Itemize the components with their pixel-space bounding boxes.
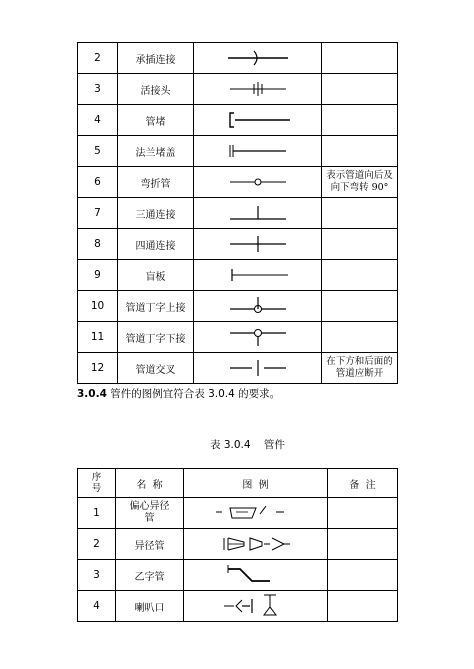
reducer-icon bbox=[184, 529, 328, 560]
row-number: 7 bbox=[78, 198, 118, 229]
table-row bbox=[78, 498, 398, 529]
pipe-crossing-icon bbox=[194, 353, 322, 384]
bell-mouth-icon bbox=[184, 591, 328, 622]
row-name: 乙字管 bbox=[116, 560, 184, 591]
header-legend: 图 例 bbox=[184, 469, 328, 498]
row-number: 3 bbox=[78, 560, 116, 591]
tee-joint-icon bbox=[194, 198, 322, 229]
socket-joint-icon bbox=[194, 43, 322, 74]
table-row bbox=[78, 74, 398, 105]
note-line: 向下弯转 90° bbox=[330, 182, 389, 193]
table-row bbox=[78, 529, 398, 560]
row-note bbox=[322, 43, 398, 74]
row-name: 四通连接 bbox=[118, 229, 194, 260]
row-name: 喇叭口 bbox=[116, 591, 184, 622]
table-row bbox=[78, 291, 398, 322]
tee-up-icon bbox=[194, 291, 322, 322]
row-name: 管堵 bbox=[118, 105, 194, 136]
row-note bbox=[322, 353, 398, 384]
row-note bbox=[322, 136, 398, 167]
row-name: 偏心异径 管 bbox=[116, 498, 184, 529]
row-note bbox=[322, 229, 398, 260]
row-name: 弯折管 bbox=[118, 167, 194, 198]
row-number: 11 bbox=[78, 322, 118, 353]
header-name: 名 称 bbox=[116, 469, 184, 498]
caption-title: 管件 bbox=[250, 439, 285, 451]
table-row bbox=[78, 591, 398, 622]
caption-number: 3.0.4 bbox=[223, 439, 251, 451]
table-row bbox=[78, 560, 398, 591]
pipe-plug-icon bbox=[194, 105, 322, 136]
bent-pipe-icon bbox=[194, 167, 322, 198]
pipe-fittings-table bbox=[77, 468, 398, 622]
flange-blind-cover-icon bbox=[194, 136, 322, 167]
header-remark: 备 注 bbox=[328, 469, 398, 498]
row-number: 4 bbox=[78, 105, 118, 136]
row-name: 管道丁字上接 bbox=[118, 291, 194, 322]
row-number: 4 bbox=[78, 591, 116, 622]
table-row bbox=[78, 136, 398, 167]
caption-prefix: 表 bbox=[210, 439, 224, 451]
paragraph-text: 的要求。 bbox=[234, 388, 281, 400]
row-number: 3 bbox=[78, 74, 118, 105]
table-caption bbox=[210, 437, 285, 452]
union-icon bbox=[194, 74, 322, 105]
pipe-connection-table bbox=[77, 42, 398, 384]
blind-plate-icon bbox=[194, 260, 322, 291]
row-name: 管道交叉 bbox=[118, 353, 194, 384]
eccentric-reducer-icon bbox=[184, 498, 328, 529]
row-name: 法兰堵盖 bbox=[118, 136, 194, 167]
section-number: 3.0.4 bbox=[77, 388, 107, 400]
row-note bbox=[322, 291, 398, 322]
paragraph-text: 管件的图例宜符合表 bbox=[106, 388, 209, 400]
table-reference: 3.0.4 bbox=[208, 388, 235, 400]
note-line: 表示管道向后及 bbox=[326, 170, 393, 181]
row-note bbox=[322, 322, 398, 353]
section-paragraph bbox=[77, 386, 280, 401]
row-number: 1 bbox=[78, 498, 116, 529]
row-number: 12 bbox=[78, 353, 118, 384]
table-row bbox=[78, 229, 398, 260]
row-number: 5 bbox=[78, 136, 118, 167]
table-row bbox=[78, 198, 398, 229]
row-note bbox=[322, 198, 398, 229]
cross-joint-icon bbox=[194, 229, 322, 260]
row-remark bbox=[328, 498, 398, 529]
row-remark bbox=[328, 560, 398, 591]
row-name: 活接头 bbox=[118, 74, 194, 105]
row-number: 8 bbox=[78, 229, 118, 260]
row-remark bbox=[328, 591, 398, 622]
row-note bbox=[322, 260, 398, 291]
table-row bbox=[78, 167, 398, 198]
row-note bbox=[322, 167, 398, 198]
note-line: 在下方和后面的 bbox=[326, 356, 393, 367]
row-note bbox=[322, 74, 398, 105]
row-number: 10 bbox=[78, 291, 118, 322]
row-name: 盲板 bbox=[118, 260, 194, 291]
row-number: 9 bbox=[78, 260, 118, 291]
table-row bbox=[78, 322, 398, 353]
header-no: 序 号 bbox=[78, 469, 116, 498]
row-number: 2 bbox=[78, 529, 116, 560]
row-note bbox=[322, 105, 398, 136]
row-remark bbox=[328, 529, 398, 560]
row-name: 三通连接 bbox=[118, 198, 194, 229]
table-row bbox=[78, 353, 398, 384]
tee-down-icon bbox=[194, 322, 322, 353]
row-number: 6 bbox=[78, 167, 118, 198]
note-line: 管道应断开 bbox=[335, 368, 384, 379]
table-header-row bbox=[78, 469, 398, 498]
row-name: 异径管 bbox=[116, 529, 184, 560]
row-name: 承插连接 bbox=[118, 43, 194, 74]
offset-pipe-icon bbox=[184, 560, 328, 591]
table-row bbox=[78, 105, 398, 136]
row-number: 2 bbox=[78, 43, 118, 74]
row-name: 管道丁字下接 bbox=[118, 322, 194, 353]
table-row bbox=[78, 260, 398, 291]
table-row bbox=[78, 43, 398, 74]
